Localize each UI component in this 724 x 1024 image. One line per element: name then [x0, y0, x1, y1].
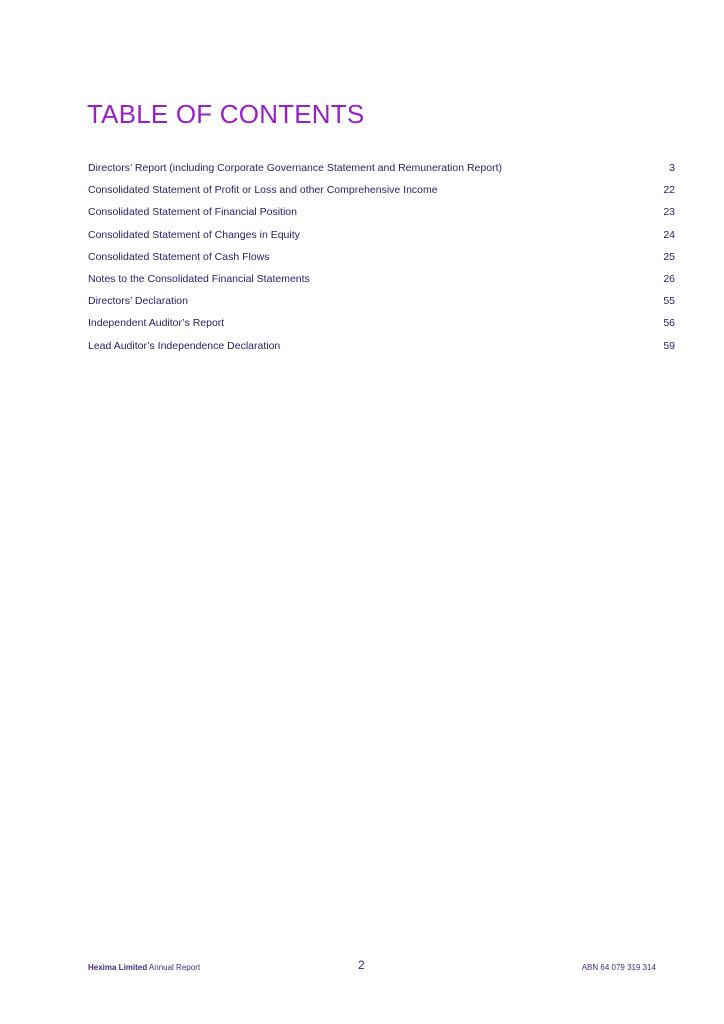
page-title: TABLE OF CONTENTS: [87, 99, 365, 129]
toc-entry[interactable]: [88, 340, 675, 362]
toc-entry-page-number: 23: [663, 206, 675, 219]
footer-abn: ABN 64 079 319 314: [581, 963, 656, 972]
toc-list: [88, 162, 675, 362]
toc-entry[interactable]: [88, 162, 675, 184]
toc-entry-label: Directors’ Report (including Corporate Governance Statement and Remuneration Report): [88, 162, 502, 174]
toc-entry-label: Consolidated Statement of Profit or Loss and other Comprehensive Income: [88, 184, 438, 197]
toc-entry-page-number: 55: [663, 295, 675, 308]
toc-entry-label: Consolidated Statement of Cash Flows: [88, 250, 270, 263]
toc-entry[interactable]: [88, 229, 675, 251]
toc-entry-label: Notes to the Consolidated Financial Statements: [88, 272, 310, 285]
footer-report-label: Annual Report: [148, 963, 201, 972]
footer-company-name: Hexima Limited: [88, 963, 148, 972]
toc-entry-page-number: 24: [663, 228, 675, 241]
toc-entry[interactable]: [88, 206, 675, 228]
toc-entry-page-number: 56: [663, 317, 675, 330]
footer-report-name: [88, 963, 200, 972]
toc-entry[interactable]: [88, 273, 675, 295]
toc-entry-page-number: 59: [663, 339, 675, 352]
toc-entry-label: Independent Auditor’s Report: [88, 317, 225, 330]
toc-entry[interactable]: [88, 251, 675, 273]
toc-entry-label: Lead Auditor’s Independence Declaration: [88, 339, 281, 352]
toc-entry[interactable]: [88, 295, 675, 317]
toc-entry-page-number: 26: [663, 272, 675, 285]
page-footer: [88, 958, 656, 978]
toc-entry-label: Consolidated Statement of Changes in Equity: [88, 228, 300, 241]
footer-page-number: 2: [358, 958, 365, 972]
toc-entry[interactable]: [88, 317, 675, 339]
toc-entry[interactable]: [88, 184, 675, 206]
toc-entry-page-number: 25: [663, 250, 675, 263]
toc-entry-page-number: 3: [669, 162, 675, 174]
toc-entry-label: Consolidated Statement of Financial Position: [88, 206, 297, 219]
toc-entry-page-number: 22: [663, 184, 675, 197]
toc-entry-label: Directors’ Declaration: [88, 295, 188, 308]
